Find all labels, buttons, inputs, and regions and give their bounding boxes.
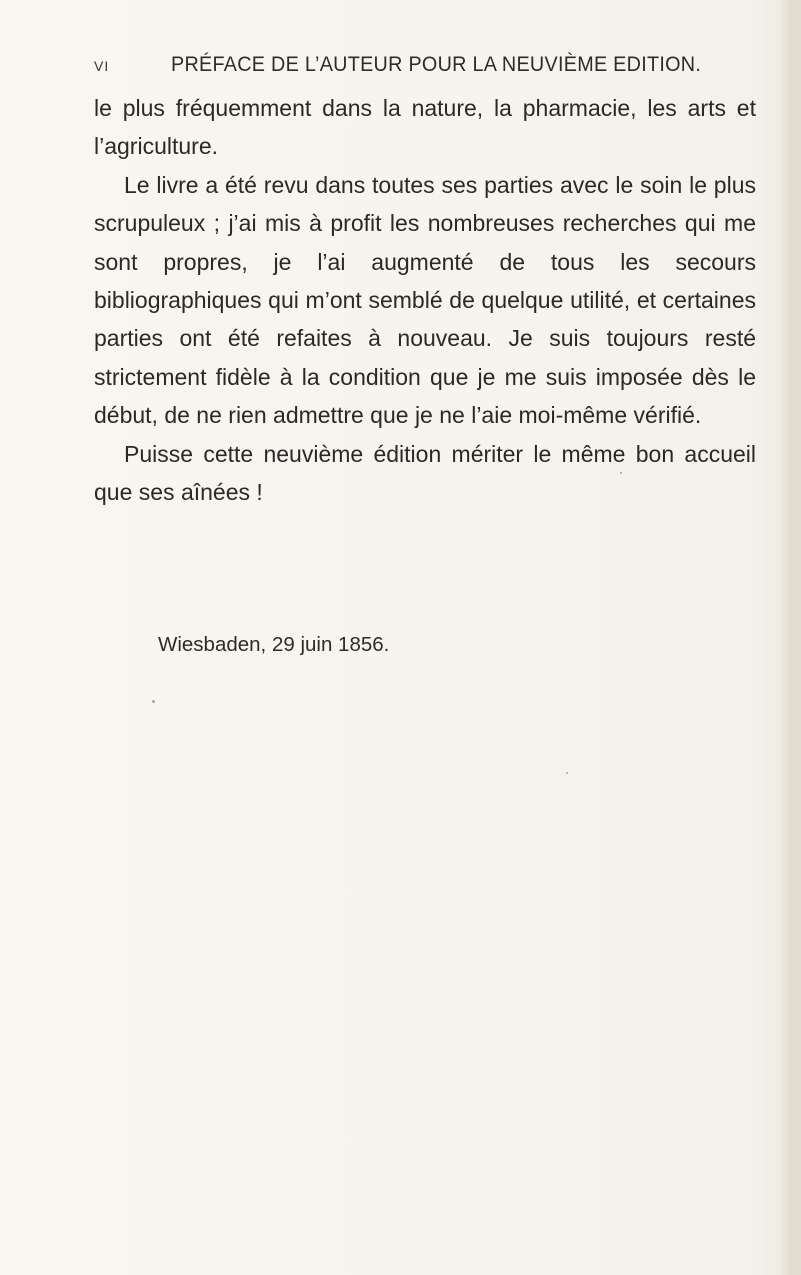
paper-speck: [620, 472, 622, 474]
paper-speck: [566, 772, 568, 774]
running-head: PRÉFACE DE L’AUTEUR POUR LA NEUVIÈME EDITION.: [171, 52, 702, 76]
paper-speck: [152, 700, 155, 703]
paragraph-continuation: le plus fréquemment dans la nature, la pharmacie, les arts et l’agriculture.: [94, 95, 756, 160]
preface-body: [94, 89, 756, 511]
signature-date-line: Wiesbaden, 29 juin 1856.: [158, 633, 390, 656]
paragraph-revision: Le livre a été revu dans toutes ses parties avec le soin le plus scrupuleux ; j’ai mis à profit les nombreuses recherches qui me sont propres, je l’ai augmenté de tous les secours bibliographiques qui m’ont semblé de quelque utilité, et certaines parties ont été refaites à nouveau. Je suis toujours resté strictement fidèle à la condition que je me suis imposée dès le début, de ne rien admettre que je ne l’aie moi-même vérifié.: [94, 171, 756, 429]
paragraph-closing-wish: Puisse cette neuvième édition mériter le même bon accueil que ses aînées !: [94, 440, 756, 506]
page-number: VI: [94, 58, 110, 74]
page-header: [94, 52, 702, 82]
page-edge-shadow: [779, 0, 801, 1275]
